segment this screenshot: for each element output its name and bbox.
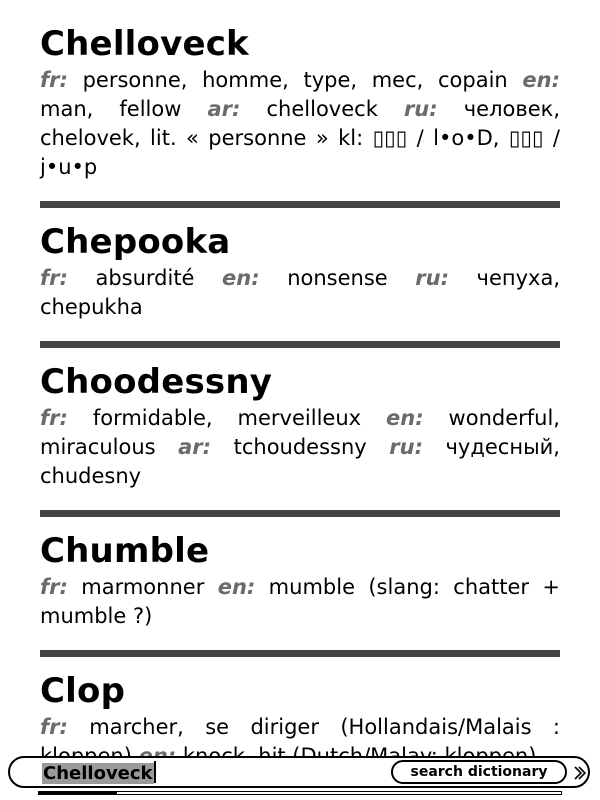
dictionary-entry[interactable] [40, 22, 560, 182]
entry-separator [40, 341, 560, 348]
language-label: fr: [40, 406, 68, 430]
entry-definition [40, 404, 560, 491]
entry-definition [40, 66, 560, 182]
language-label: fr: [40, 575, 68, 599]
scroll-indicator [38, 791, 562, 795]
search-input-value: Chelloveck [43, 763, 153, 784]
language-label: en: [386, 406, 424, 430]
language-label: fr: [40, 266, 68, 290]
translation-text: marmonner [67, 575, 218, 599]
translation-text: mumble (slang: chatter + mumble ?) [40, 575, 561, 628]
language-label: en: [522, 68, 560, 92]
translation-text: чудесный, chudesny [40, 435, 560, 488]
language-label: ru: [403, 97, 438, 121]
entry-headword: Chumble [40, 531, 210, 571]
language-label: ru: [415, 266, 449, 290]
scroll-indicator-thumb [39, 792, 117, 794]
entry-list [40, 22, 560, 771]
language-label: ru: [389, 435, 423, 459]
entry-definition [40, 264, 560, 322]
translation-text: wonderful, miraculous [40, 406, 560, 459]
translation-text: человек, chelovek, lit. « personne » kl: ▯▯▯ / l•o•D, ▯▯▯ / j•u•p [40, 97, 560, 179]
translation-text: man, fellow [40, 97, 208, 121]
entry-separator [40, 650, 560, 657]
dictionary-entry[interactable] [40, 529, 560, 631]
translation-text: tchoudessny [211, 435, 390, 459]
language-label: fr: [40, 68, 68, 92]
language-label: en: [222, 266, 260, 290]
language-label: ar: [207, 97, 241, 121]
dictionary-entry[interactable] [40, 360, 560, 491]
translation-text: чепуха, chepukha [40, 266, 560, 319]
entry-separator [40, 201, 560, 208]
entry-definition [40, 573, 560, 631]
entry-headword: Chelloveck [40, 24, 249, 64]
entry-separator [40, 510, 560, 517]
search-dictionary-button[interactable]: search dictionary [391, 760, 567, 784]
language-label: fr: [40, 715, 68, 739]
entry-headword: Choodessny [40, 362, 273, 402]
entry-headword: Clop [40, 671, 126, 711]
translation-text: nonsense [259, 266, 416, 290]
double-chevron-right-icon[interactable] [574, 766, 586, 780]
search-bar [8, 756, 590, 788]
language-label: en: [217, 575, 256, 599]
search-input[interactable] [42, 761, 156, 785]
text-caret [154, 761, 156, 783]
translation-text: personne, homme, type, mec, copain [67, 68, 523, 92]
entry-headword: Chepooka [40, 222, 231, 262]
translation-text: marcher, se diriger (Hollandais/Malais : [89, 715, 560, 739]
language-label: ar: [178, 435, 212, 459]
dictionary-entry[interactable] [40, 220, 560, 322]
translation-text: chelloveck [240, 97, 404, 121]
translation-text: formidable, merveilleux [67, 406, 387, 430]
translation-text: absurdité [67, 266, 223, 290]
